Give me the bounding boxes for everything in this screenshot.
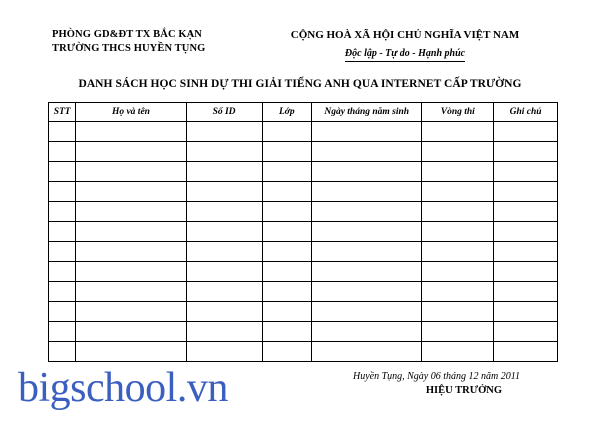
table-cell (262, 162, 312, 182)
table-cell (49, 202, 76, 222)
issuing-authority-block (0, 28, 230, 56)
roster-table-container (0, 102, 600, 362)
table-cell (262, 182, 312, 202)
table-cell (49, 222, 76, 242)
table-cell (49, 302, 76, 322)
table-cell (76, 282, 186, 302)
table-cell (262, 202, 312, 222)
table-cell (76, 222, 186, 242)
document-header (0, 0, 600, 62)
table-cell (494, 182, 558, 202)
signature-place-date: Huyền Tụng, Ngày 06 tháng 12 năm 2011 (352, 371, 520, 382)
table-cell (76, 202, 186, 222)
table-cell (422, 182, 494, 202)
table-cell (186, 302, 262, 322)
table-cell (494, 262, 558, 282)
table-cell (49, 322, 76, 342)
table-cell (422, 122, 494, 142)
table-cell (312, 262, 422, 282)
table-cell (186, 162, 262, 182)
table-cell (312, 302, 422, 322)
table-cell (76, 242, 186, 262)
table-cell (76, 122, 186, 142)
table-cell (262, 222, 312, 242)
page-title: DANH SÁCH HỌC SINH DỰ THI GIẢI TIẾNG ANH QUA INTERNET CẤP TRƯỜNG (78, 78, 522, 90)
table-row (49, 342, 558, 362)
table-cell (494, 242, 558, 262)
table-row (49, 242, 558, 262)
column-header-note: Ghi chú (494, 103, 558, 122)
table-cell (422, 282, 494, 302)
table-cell (49, 182, 76, 202)
table-cell (186, 262, 262, 282)
table-cell (49, 122, 76, 142)
table-cell (494, 342, 558, 362)
table-cell (49, 342, 76, 362)
table-cell (312, 322, 422, 342)
table-cell (262, 142, 312, 162)
column-header-dob: Ngày tháng năm sinh (312, 103, 422, 122)
roster-table-body (49, 122, 558, 362)
column-header-class: Lớp (262, 103, 312, 122)
national-motto: Độc lập - Tự do - Hạnh phúc (345, 47, 465, 62)
table-cell (312, 282, 422, 302)
table-cell (49, 142, 76, 162)
table-cell (494, 122, 558, 142)
table-row (49, 302, 558, 322)
table-row (49, 262, 558, 282)
table-row (49, 122, 558, 142)
table-row (49, 322, 558, 342)
table-cell (76, 302, 186, 322)
column-header-id: Số ID (186, 103, 262, 122)
watermark-bigschool: bigschool.vn (18, 365, 228, 411)
table-header-row (49, 103, 558, 122)
table-cell (494, 202, 558, 222)
table-cell (422, 242, 494, 262)
table-cell (422, 142, 494, 162)
table-cell (76, 162, 186, 182)
table-row (49, 202, 558, 222)
table-cell (186, 122, 262, 142)
table-cell (312, 202, 422, 222)
table-cell (76, 342, 186, 362)
table-cell (422, 162, 494, 182)
table-cell (262, 282, 312, 302)
table-cell (186, 222, 262, 242)
table-cell (186, 182, 262, 202)
table-cell (76, 182, 186, 202)
table-cell (186, 322, 262, 342)
table-cell (422, 262, 494, 282)
school-name: TRƯỜNG THCS HUYỀN TỤNG (52, 43, 206, 54)
table-cell (186, 142, 262, 162)
table-cell (76, 322, 186, 342)
table-cell (422, 222, 494, 242)
table-cell (262, 342, 312, 362)
table-cell (312, 342, 422, 362)
table-cell (262, 262, 312, 282)
table-cell (494, 322, 558, 342)
signature-role: HIỆU TRƯỞNG (425, 385, 502, 396)
table-row (49, 162, 558, 182)
table-cell (312, 162, 422, 182)
table-cell (422, 302, 494, 322)
roster-table-head (49, 103, 558, 122)
national-heading-block (230, 28, 600, 62)
table-cell (262, 242, 312, 262)
table-cell (422, 322, 494, 342)
table-row (49, 282, 558, 302)
table-row (49, 222, 558, 242)
table-cell (494, 142, 558, 162)
table-cell (186, 202, 262, 222)
table-cell (186, 242, 262, 262)
table-cell (76, 142, 186, 162)
table-cell (262, 302, 312, 322)
table-cell (312, 142, 422, 162)
roster-table (48, 102, 558, 362)
table-cell (494, 162, 558, 182)
table-cell (312, 182, 422, 202)
table-cell (49, 242, 76, 262)
table-cell (312, 122, 422, 142)
table-cell (422, 202, 494, 222)
table-cell (312, 222, 422, 242)
table-cell (494, 302, 558, 322)
column-header-round: Vòng thi (422, 103, 494, 122)
table-cell (422, 342, 494, 362)
table-cell (186, 342, 262, 362)
table-cell (49, 262, 76, 282)
table-cell (262, 122, 312, 142)
column-header-full-name: Họ và tên (76, 103, 186, 122)
department-name: PHÒNG GD&ĐT TX BẮC KẠN (52, 29, 202, 40)
table-cell (494, 222, 558, 242)
table-cell (49, 162, 76, 182)
table-cell (186, 282, 262, 302)
table-cell (76, 262, 186, 282)
table-cell (494, 282, 558, 302)
table-cell (312, 242, 422, 262)
table-cell (262, 322, 312, 342)
table-row (49, 142, 558, 162)
table-row (49, 182, 558, 202)
country-name: CỘNG HOÀ XÃ HỘI CHỦ NGHĨA VIỆT NAM (290, 29, 520, 41)
table-cell (49, 282, 76, 302)
column-header-stt: STT (49, 103, 76, 122)
